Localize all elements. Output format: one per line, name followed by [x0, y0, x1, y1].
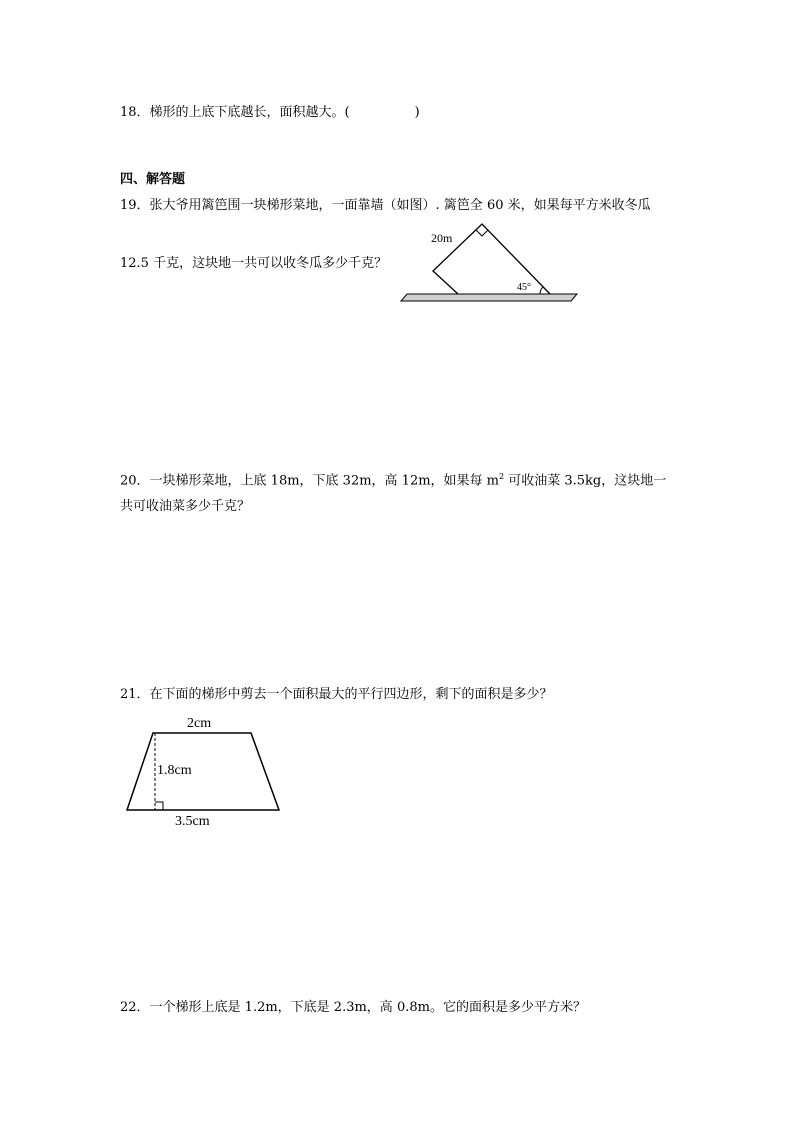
side-label-20m: 20m — [431, 231, 453, 245]
right-angle-marker — [476, 230, 488, 236]
top-base-label: 2cm — [187, 716, 212, 731]
question-20-line-1 — [120, 468, 666, 490]
question-19-line-1: 19．张大爷用篱笆围一块梯形菜地，一面靠墙（如图）. 篱笆全 60 米，如果每平方米收冬瓜 — [120, 198, 651, 213]
question-18 — [120, 104, 420, 122]
question-19-figure — [395, 218, 585, 308]
section-4-heading: 四、解答题 — [120, 172, 186, 187]
question-18-text: 18．梯形的上底下底越长，面积越大。( ) — [120, 105, 420, 120]
question-20-line-1-a: 20．一块梯形菜地，上底 18m，下底 32m，高 12m，如果每 m — [120, 473, 500, 489]
question-20-line-1-b: 可收油菜 3.5kg，这块地一 — [504, 473, 667, 489]
right-angle-marker — [155, 802, 163, 810]
question-21: 21．在下面的梯形中剪去一个面积最大的平行四边形，剩下的面积是多少？ — [120, 687, 553, 702]
question-22: 22．一个梯形上底是 1.2m，下底是 2.3m，高 0.8m。它的面积是多少平方米？ — [120, 1000, 586, 1015]
height-label: 1.8cm — [157, 763, 192, 778]
wall-strip — [401, 294, 577, 301]
question-20-superscript: 2 — [499, 472, 505, 481]
bottom-base-label: 3.5cm — [175, 814, 210, 829]
question-21-figure — [120, 712, 290, 832]
angle-arc — [540, 287, 543, 294]
trapezoid — [127, 733, 279, 810]
question-20-line-2: 共可收油菜多少千克？ — [120, 499, 251, 514]
angle-label-45: 45° — [517, 282, 531, 293]
question-19-line-2: 12.5 千克，这块地一共可以收冬瓜多少千克？ — [120, 256, 388, 271]
